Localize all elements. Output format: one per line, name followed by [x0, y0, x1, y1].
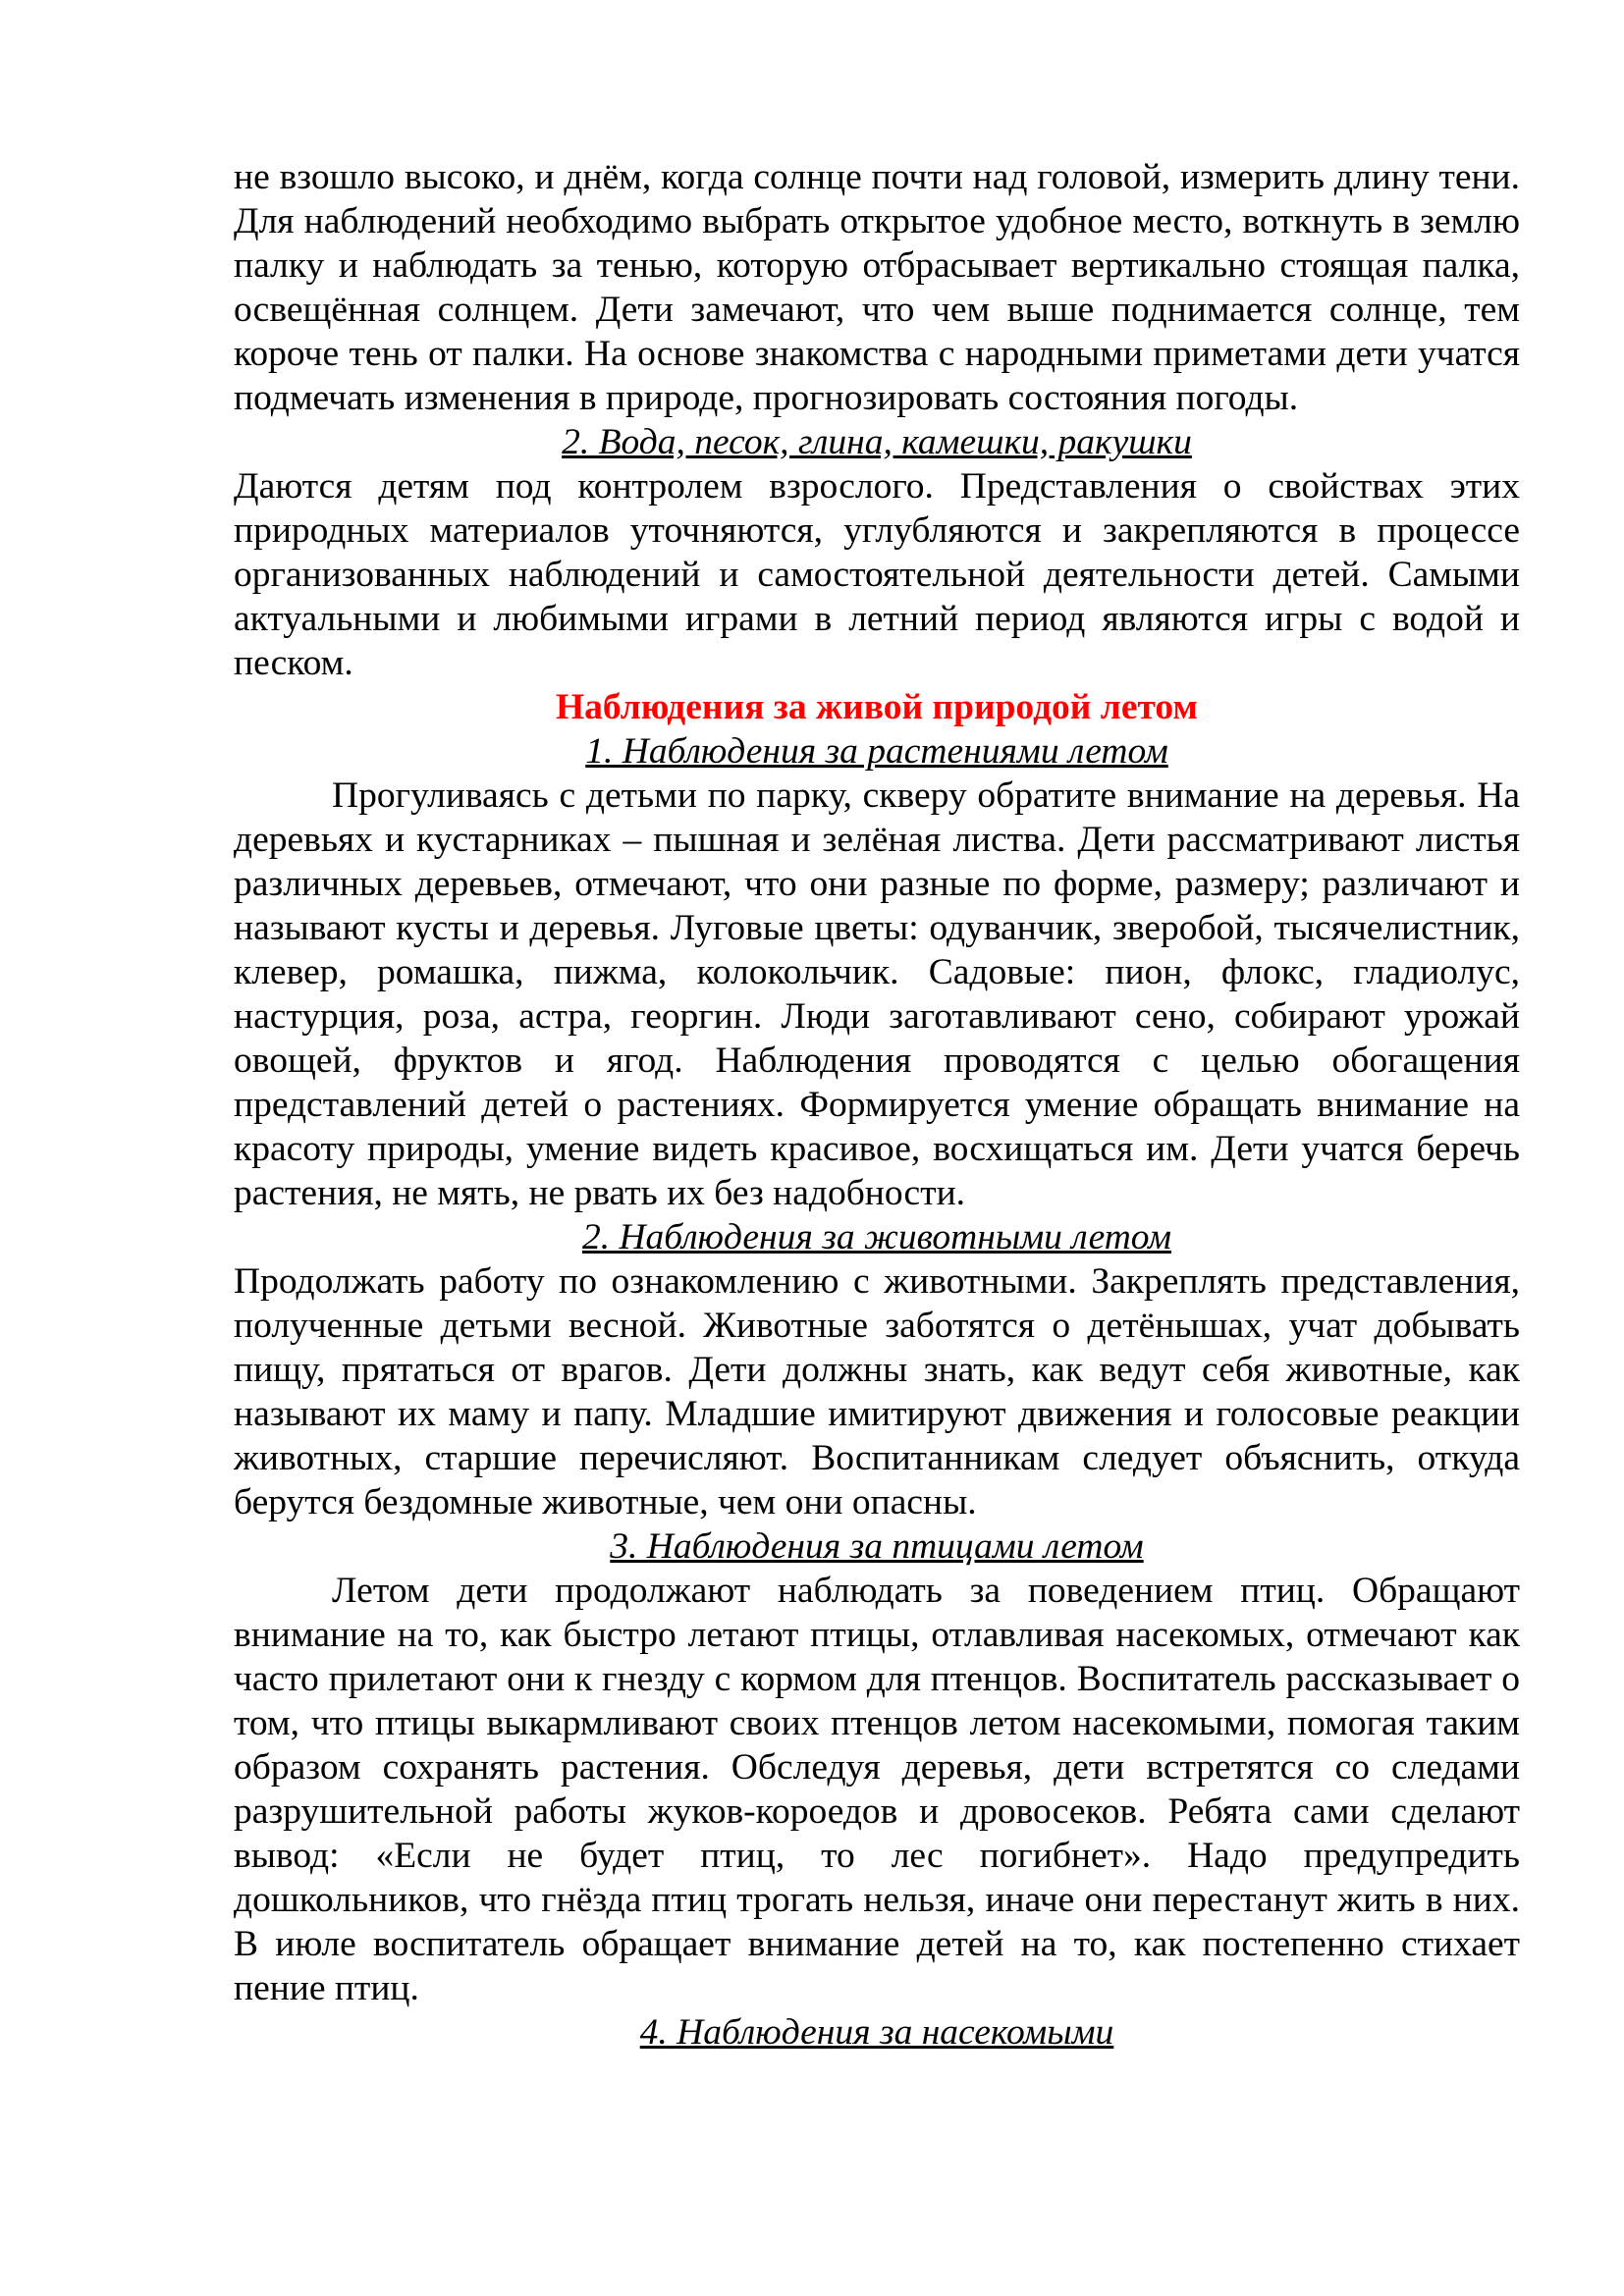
paragraph-birds: Летом дети продолжают наблюдать за поведением птиц. Обращают внимание на то, как быстро летают птицы, отлавливая насекомых, отмечают как часто прилетают они к гнезду с кормом для птенцов. Воспитатель рассказывает о том, что птицы выкармливают своих птенцов летом насекомыми, помогая таким образом сохранять растения. Обследуя деревья, дети встретятся со следами разрушительной работы жуков-короедов и дровосеков. Ребята сами сделают вывод: «Если не будет птиц, то лес погибнет». Надо предупредить дошкольников, что гнёзда птиц трогать нельзя, иначе они перестанут жить в них. В июле воспитатель обращает внимание детей на то, как постепенно стихает пение птиц. — [234, 1571, 1520, 2008]
paragraph-natural-materials: Даются детям под контролем взрослого. Представления о свойствах этих природных материалов уточняются, углубляются и закрепляются в процессе организованных наблюдений и самостоятельной деятельности детей. Самыми актуальными и любимыми играми в летний период являются игры с водой и песком. — [234, 466, 1520, 683]
document-page — [234, 155, 1520, 2055]
subheading-animals: 2. Наблюдения за животными летом — [581, 1217, 1172, 1257]
paragraph-shadow-observation: не взошло высоко, и днём, когда солнце почти над головой, измерить длину тени. Для наблюдений необходимо выбрать открытое удобное место, воткнуть в землю палку и наблюдать за тенью, которую отбрасывает вертикально стоящая палка, освещённая солнцем. Дети замечают, что чем выше поднимается солнце, тем короче тень от палки. На основе знакомства с народными приметами дети учатся подмечать изменения в природе, прогнозировать состояния погоды. — [234, 157, 1520, 418]
subheading-water-sand-clay: 2. Вода, песок, глина, камешки, ракушки — [562, 422, 1192, 462]
section-title-living-nature: Наблюдения за живой природой летом — [556, 687, 1198, 727]
subheading-plants: 1. Наблюдения за растениями летом — [585, 731, 1168, 772]
subheading-insects: 4. Наблюдения за насекомыми — [639, 2012, 1114, 2053]
paragraph-animals: Продолжать работу по ознакомлению с животными. Закреплять представления, полученные детьми весной. Животные заботятся о детёнышах, учат добывать пищу, прятаться от врагов. Дети должны знать, как ведут себя животные, как называют их маму и папу. Младшие имитируют движения и голосовые реакции животных, старшие перечисляют. Воспитанникам следует объяснить, откуда берутся бездомные животные, чем они опасны. — [234, 1261, 1520, 1522]
subheading-birds: 3. Наблюдения за птицами летом — [610, 1526, 1144, 1567]
paragraph-plants: Прогуливаясь с детьми по парку, скверу обратите внимание на деревья. На деревьях и кустарниках – пышная и зелёная листва. Дети рассматривают листья различных деревьев, отмечают, что они разные по форме, размеру; различают и называют кусты и деревья. Луговые цветы: одуванчик, зверобой, тысячелистник, клевер, ромашка, пижма, колокольчик. Садовые: пион, флокс, гладиолус, настурция, роза, астра, георгин. Люди заготавливают сено, собирают урожай овощей, фруктов и ягод. Наблюдения проводятся с целью обогащения представлений детей о растениях. Формируется умение обращать внимание на красоту природы, умение видеть красивое, восхищаться им. Дети учатся беречь растения, не мять, не рвать их без надобности. — [234, 775, 1520, 1213]
